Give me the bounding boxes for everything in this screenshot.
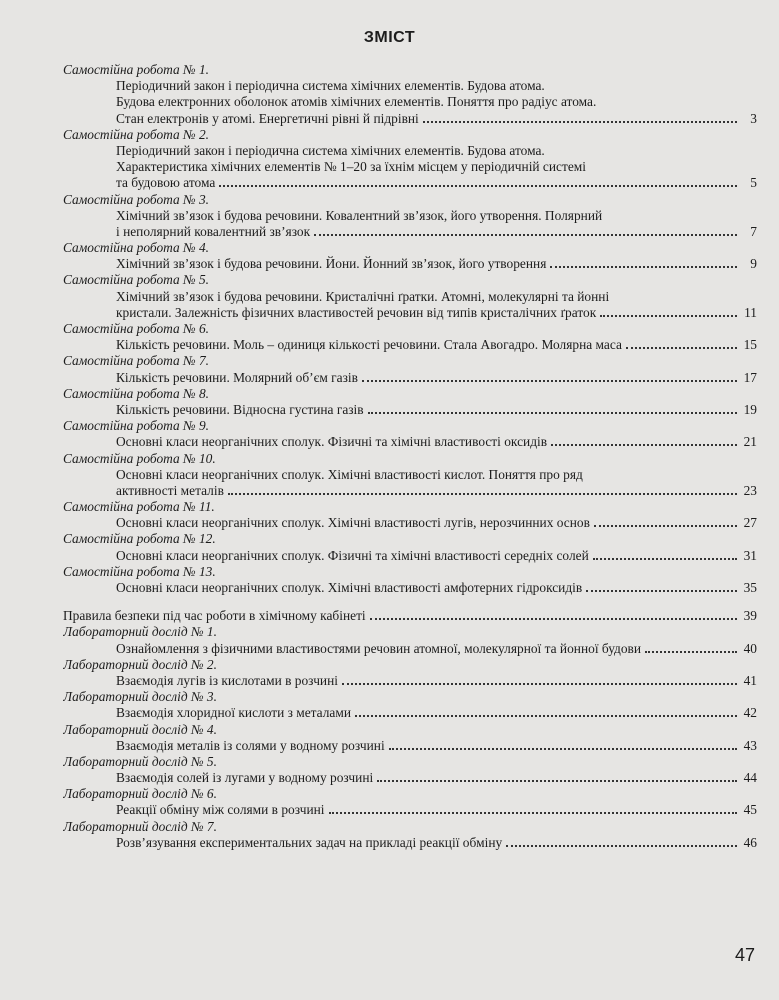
dot-leader <box>355 705 737 717</box>
entry-text-line: Будова електронних оболонок атомів хімічних елементів. Поняття про радіус атома. <box>116 94 597 110</box>
toc-section <box>63 564 757 596</box>
entry-title: Взаємодія лугів із кислотами в розчині <box>116 672 338 688</box>
toc-entry-line <box>63 738 757 754</box>
dot-leader <box>645 641 737 653</box>
page-ref: 43 <box>743 737 757 753</box>
lab-heading: Лабораторний дослід № 1. <box>63 624 217 640</box>
page-ref: 39 <box>743 608 757 624</box>
page-ref: 46 <box>743 834 757 850</box>
toc-entry-line <box>63 705 757 721</box>
toc-section <box>63 272 757 321</box>
entry-title: Основні класи неорганічних сполук. Фізичні та хімічні властивості оксидів <box>116 434 548 450</box>
lab-heading: Лабораторний дослід № 6. <box>63 786 217 802</box>
entry-text-line: Періодичний закон і періодична система хімічних елементів. Будова атома. <box>116 142 545 158</box>
entry-title: Стан електронів у атомі. Енергетичні рівні й підрівні <box>116 110 419 126</box>
toc-entry-line <box>63 256 757 272</box>
entry-title: та будовою атома <box>116 175 216 191</box>
dot-leader <box>342 673 737 685</box>
toc-section <box>63 499 757 531</box>
section-heading: Самостійна робота № 5. <box>63 272 210 288</box>
toc-section <box>63 321 757 353</box>
toc-entry-line <box>63 673 757 689</box>
dot-leader <box>550 256 737 268</box>
toc-section <box>63 127 757 192</box>
section-heading: Самостійна робота № 12. <box>63 531 216 547</box>
entry-title: Кількість речовини. Відносна густина газів <box>116 401 364 417</box>
entry-title: Взаємодія металів із солями у водному розчині <box>116 737 385 753</box>
page-ref: 42 <box>743 705 757 721</box>
page-ref: 41 <box>743 672 757 688</box>
entry-text-line: Характеристика хімічних елементів № 1–20 за їхнім місцем у періодичній системі <box>116 159 586 175</box>
entry-title: Ознайомлення з фізичними властивостями речовин атомної, молекулярної та йонної будови <box>116 640 642 656</box>
toc-entry-line <box>63 402 757 418</box>
toc-entry-line <box>63 305 757 321</box>
section-heading: Самостійна робота № 7. <box>63 353 210 369</box>
page-ref: 9 <box>750 256 757 272</box>
page-ref: 7 <box>750 223 757 239</box>
toc-entry-line <box>63 608 757 624</box>
toc-entry-line <box>63 111 757 127</box>
entry-title: Взаємодія хлоридної кислоти з металами <box>116 705 351 721</box>
dot-leader <box>329 802 737 814</box>
toc-entry-line <box>63 515 757 531</box>
page-ref: 5 <box>750 175 757 191</box>
toc-section <box>63 240 757 272</box>
toc-entry-line <box>63 337 757 353</box>
entry-title: Основні класи неорганічних сполук. Фізичні та хімічні властивості середніх солей <box>116 547 589 563</box>
table-of-contents <box>63 62 757 851</box>
page-ref: 11 <box>744 304 757 320</box>
toc-entry-line <box>63 548 757 564</box>
page-title: ЗМІСТ <box>363 29 416 46</box>
toc-entry-line <box>63 434 757 450</box>
toc-lab <box>63 624 757 656</box>
toc-section <box>63 418 757 450</box>
dot-leader <box>377 770 737 782</box>
page-ref: 15 <box>743 337 757 353</box>
toc-entry-line <box>63 370 757 386</box>
page-ref: 27 <box>743 515 757 531</box>
section-heading: Самостійна робота № 3. <box>63 191 210 207</box>
entry-title: Взаємодія солей із лугами у водному розчині <box>116 770 374 786</box>
entry-title: Основні класи неорганічних сполук. Хімічні властивості амфотерних гідроксидів <box>116 580 583 595</box>
dot-leader <box>228 483 737 495</box>
toc-section <box>63 62 757 127</box>
toc-lab <box>63 754 757 786</box>
dot-leader <box>423 111 737 123</box>
section-heading: Самостійна робота № 4. <box>63 240 210 256</box>
section-heading: Самостійна робота № 11. <box>63 499 215 515</box>
toc-entry-line <box>63 483 757 499</box>
section-heading: Самостійна робота № 6. <box>63 321 210 336</box>
dot-leader <box>370 608 737 620</box>
dot-leader <box>593 548 737 560</box>
entry-text-line: Основні класи неорганічних сполук. Хімічні властивості кислот. Поняття про ряд <box>116 466 583 482</box>
toc-section <box>63 531 757 563</box>
toc-section <box>63 451 757 500</box>
entry-title: Кількість речовини. Молярний об’єм газів <box>116 369 358 385</box>
entry-title: Кількість речовини. Моль – одиниця кількості речовини. Стала Авогадро. Молярна маса <box>116 337 622 353</box>
dot-leader <box>626 337 737 349</box>
dot-leader <box>551 434 737 446</box>
toc-lab <box>63 722 757 754</box>
entry-text-line: Хімічний зв’язок і будова речовини. Ковалентний зв’язок, його утворення. Полярний <box>116 207 603 223</box>
dot-leader <box>362 370 737 382</box>
section-heading: Самостійна робота № 9. <box>63 418 210 434</box>
lab-heading: Лабораторний дослід № 5. <box>63 753 217 769</box>
page-ref: 45 <box>743 802 757 818</box>
page-ref: 21 <box>743 434 757 450</box>
entry-title: активності металів <box>116 482 224 498</box>
section-heading: Самостійна робота № 8. <box>63 385 210 401</box>
toc-section <box>63 192 757 241</box>
toc-section <box>63 353 757 385</box>
lab-heading: Лабораторний дослід № 4. <box>63 721 217 737</box>
section-heading: Самостійна робота № 1. <box>63 62 210 77</box>
toc-lab <box>63 689 757 721</box>
dot-leader <box>594 515 737 527</box>
page-ref: 31 <box>743 547 757 563</box>
toc-entry-line <box>63 580 757 596</box>
toc-section <box>63 386 757 418</box>
dot-leader <box>389 738 737 750</box>
page-ref: 3 <box>750 110 757 126</box>
toc-entry-line <box>63 224 757 240</box>
toc-lab <box>63 786 757 818</box>
toc-entry-line <box>63 835 757 851</box>
page-ref: 44 <box>743 770 757 786</box>
entry-text-line: Періодичний закон і періодична система хімічних елементів. Будова атома. <box>116 78 545 94</box>
page-ref: 23 <box>743 482 757 498</box>
toc-lab <box>63 819 757 851</box>
entry-title: Розв’язування експериментальних задач на прикладі реакції обміну <box>116 834 503 850</box>
dot-leader <box>600 305 737 317</box>
page-ref: 17 <box>743 369 757 385</box>
dot-leader <box>219 175 737 187</box>
toc-entry-line <box>63 802 757 818</box>
entry-title: кристали. Залежність фізичних властивостей речовин від типів кристалічних ґраток <box>116 304 597 320</box>
toc-entry-line <box>63 641 757 657</box>
dot-leader <box>314 224 737 236</box>
page-ref: 40 <box>743 640 757 656</box>
page-ref: 35 <box>743 580 757 595</box>
dot-leader <box>586 580 737 592</box>
entry-title: Хімічний зв’язок і будова речовини. Йони. Йонний зв’язок, його утворення <box>116 256 547 272</box>
page-number: 47 <box>734 945 755 965</box>
page-ref: 19 <box>743 401 757 417</box>
section-heading: Самостійна робота № 13. <box>63 563 216 579</box>
entry-text-line: Хімічний зв’язок і будова речовини. Кристалічні ґратки. Атомні, молекулярні та йонні <box>116 288 610 304</box>
entry-title: Правила безпеки під час роботи в хімічному кабінеті <box>63 608 366 624</box>
entry-title: Реакції обміну між солями в розчині <box>116 802 325 818</box>
toc-entry-line <box>63 175 757 191</box>
lab-heading: Лабораторний дослід № 2. <box>63 656 217 672</box>
entry-title: і неполярний ковалентний зв’язок <box>116 223 311 239</box>
toc-lab <box>63 657 757 689</box>
lab-heading: Лабораторний дослід № 7. <box>63 818 217 834</box>
dot-leader <box>506 835 737 847</box>
dot-leader <box>368 402 737 414</box>
toc-entry-line <box>63 770 757 786</box>
section-heading: Самостійна робота № 10. <box>63 450 216 466</box>
section-heading: Самостійна робота № 2. <box>63 126 210 142</box>
lab-heading: Лабораторний дослід № 3. <box>63 689 217 705</box>
entry-title: Основні класи неорганічних сполук. Хімічні властивості лугів, нерозчинних основ <box>116 515 590 531</box>
